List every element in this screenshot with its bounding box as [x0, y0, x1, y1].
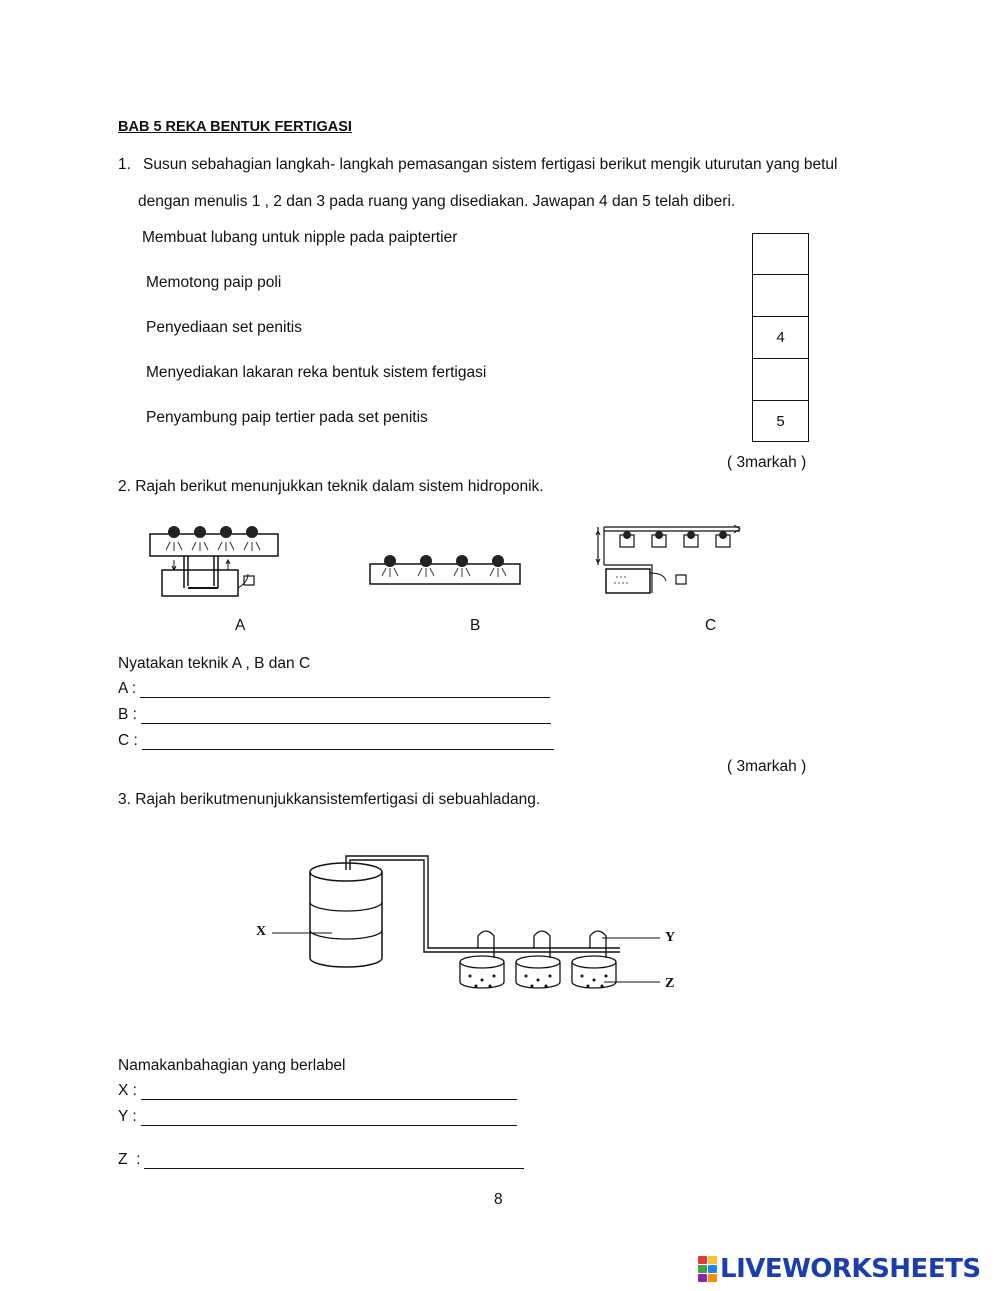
q1-step-label: Memotong paip poli [146, 274, 282, 291]
q1-step-label: Penyambung paip tertier pada set penitis [146, 409, 428, 426]
answer-label: Y : [118, 1108, 137, 1125]
figure-label-a: A [235, 617, 246, 634]
q1-step-label: Menyediakan lakaran reka bentuk sistem fertigasi [146, 364, 487, 381]
answer-line-x[interactable] [141, 1085, 517, 1100]
q1-answer-box-1[interactable] [752, 233, 809, 274]
diagram-label-y: Y [665, 930, 676, 945]
figure-label-c: C [705, 617, 717, 634]
q1-marks: ( 3markah ) [727, 454, 807, 471]
q1-step-label: Membuat lubang untuk nipple pada paiptertier [142, 229, 458, 246]
q1-answer-box-5: 5 [752, 400, 809, 442]
answer-line-a[interactable] [140, 683, 550, 698]
q1-answer-box-4[interactable] [752, 358, 809, 400]
answer-line-c[interactable] [142, 735, 554, 750]
logo-text: LIVEWORKSHEETS [720, 1254, 981, 1284]
answer-label: B : [118, 706, 137, 723]
q3-instruction: Namakanbahagian yang berlabel [118, 1057, 346, 1074]
q1-number: 1. [118, 156, 131, 173]
page-number: 8 [494, 1191, 503, 1208]
diagram-label-z: Z [665, 976, 675, 991]
q2-text: 2. Rajah berikut menunjukkan teknik dalam sistem hidroponik. [118, 478, 544, 495]
q1-text-line2: dengan menulis 1 , 2 dan 3 pada ruang yang disediakan. Jawapan 4 dan 5 telah diberi. [138, 193, 736, 210]
q3-answer-row [118, 1082, 517, 1100]
q1-answer-box-2[interactable] [752, 274, 809, 316]
q2-answer-row [118, 706, 551, 724]
q2-instruction: Nyatakan teknik A , B dan C [118, 655, 311, 672]
chapter-title: BAB 5 REKA BENTUK FERTIGASI [118, 119, 352, 135]
answer-line-y[interactable] [141, 1111, 517, 1126]
answer-label: Z : [118, 1151, 141, 1168]
hydroponic-figure-c [592, 521, 744, 597]
q1-answer-box-3: 4 [752, 316, 809, 358]
q3-answer-row [118, 1108, 517, 1126]
q2-answer-row [118, 732, 554, 750]
answer-label: A : [118, 680, 137, 697]
liveworksheets-logo[interactable] [698, 1254, 981, 1284]
q1-text-line1: Susun sebahagian langkah- langkah pemasangan sistem fertigasi berikut mengik uturutan yang betul [143, 156, 838, 173]
q3-answer-row [118, 1151, 524, 1169]
q2-answer-row [118, 680, 550, 698]
answer-label: C : [118, 732, 138, 749]
hydroponic-figure-b [368, 552, 524, 588]
figure-label-b: B [470, 617, 481, 634]
q3-text: 3. Rajah berikutmenunjukkansistemfertigasi di sebuahladang. [118, 791, 541, 808]
q1-step-label: Penyediaan set penitis [146, 319, 302, 336]
answer-line-b[interactable] [141, 709, 551, 724]
answer-line-z[interactable] [144, 1154, 524, 1169]
answer-label: X : [118, 1082, 137, 1099]
logo-mark-icon [698, 1256, 717, 1282]
q2-marks: ( 3markah ) [727, 758, 807, 775]
fertigation-diagram [252, 842, 692, 1002]
diagram-label-x: X [256, 924, 267, 939]
hydroponic-figure-a [148, 522, 288, 602]
